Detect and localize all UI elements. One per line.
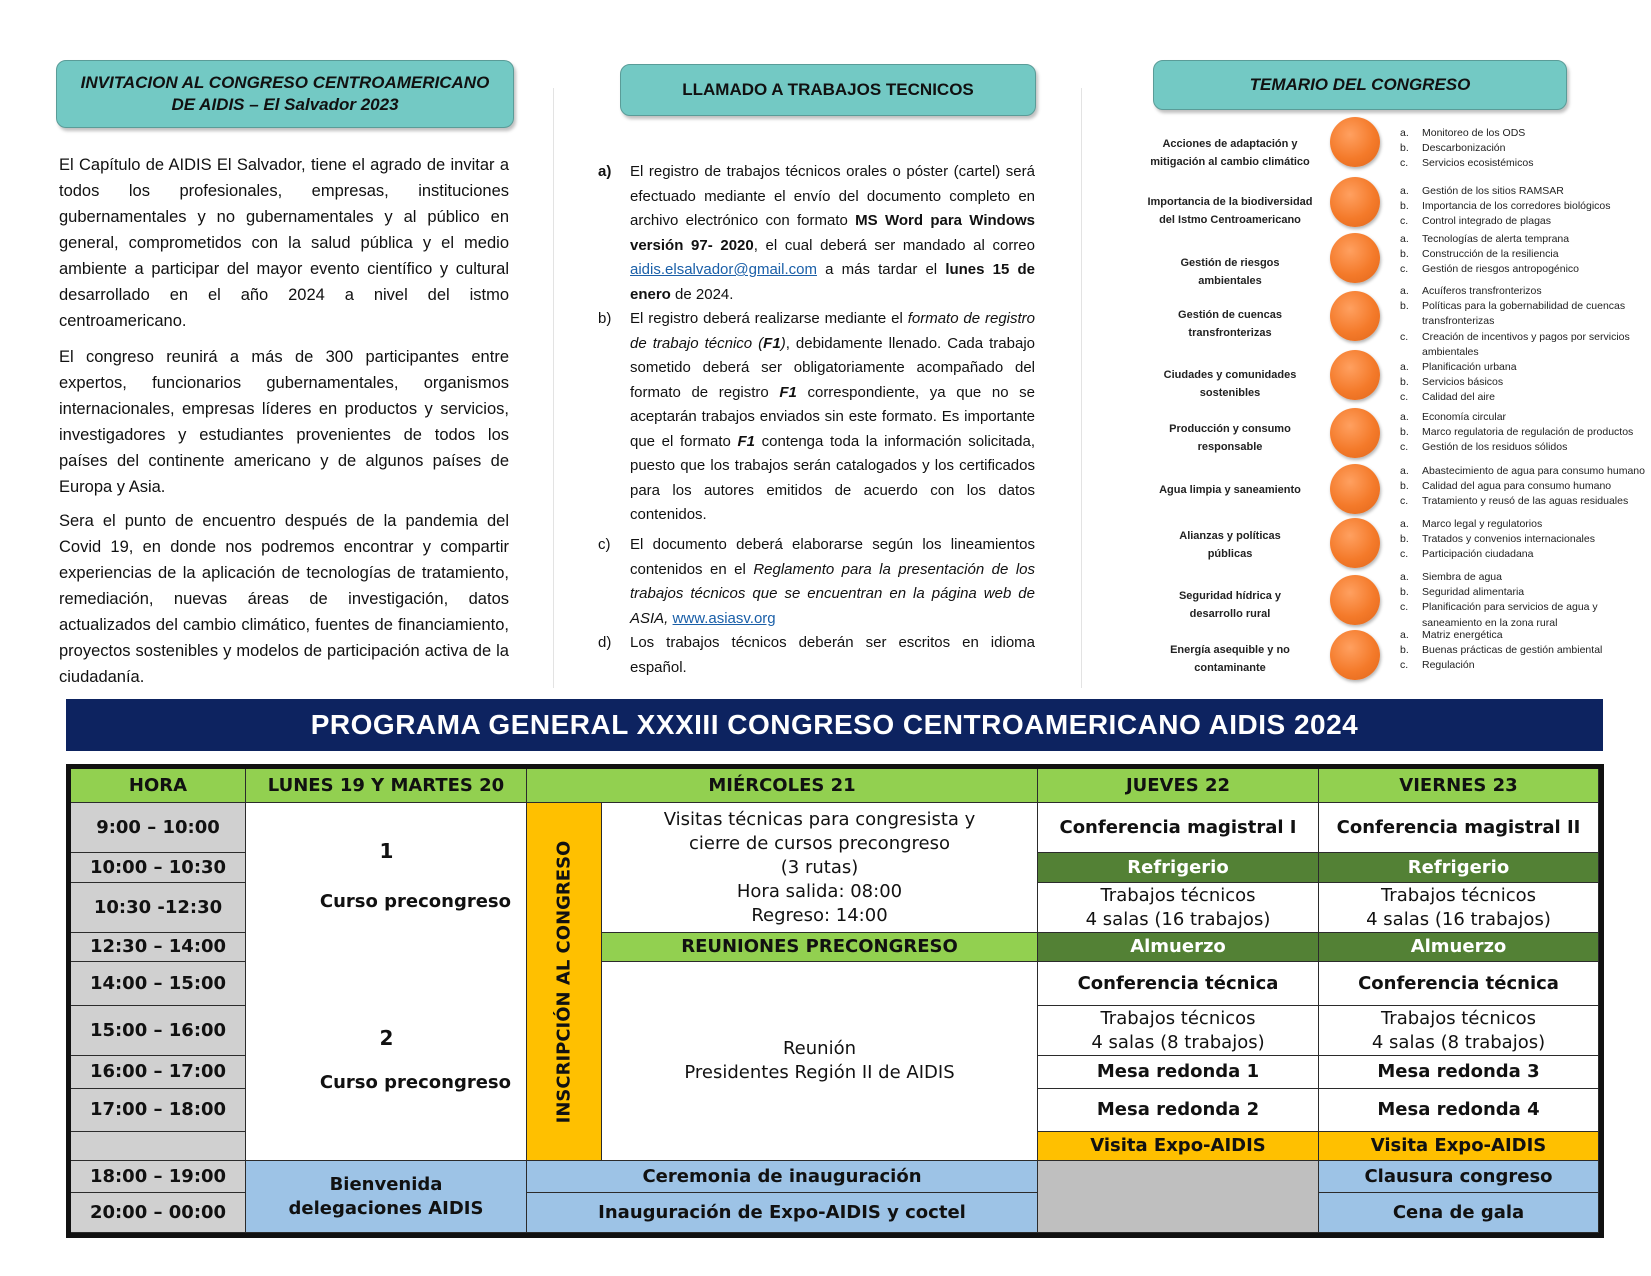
call-item-b-text: , debidamente llenado. Cada trabajo sometido deberá ser obligatoriamente acompañado del formato de registro bbox=[630, 334, 1035, 401]
friday-works-am-line: Trabajos técnicos bbox=[1380, 884, 1537, 906]
topic-subitem-text: Políticas para la gobernabilidad de cuencas transfronterizas bbox=[1422, 300, 1626, 328]
call-item-c-label: c) bbox=[598, 536, 611, 553]
call-website-link[interactable]: www.asiasv.org bbox=[672, 609, 776, 627]
header-monday: LUNES 19 Y MARTES 20 bbox=[246, 769, 527, 803]
topic-subitem bbox=[1400, 643, 1650, 658]
topic-label-line: sostenibles bbox=[1199, 387, 1261, 399]
topic-subitems bbox=[1400, 126, 1650, 172]
wednesday-visits bbox=[602, 803, 1038, 933]
header-thursday: JUEVES 22 bbox=[1038, 769, 1319, 803]
topic-subitem bbox=[1400, 547, 1650, 562]
registration-label: INSCRIPCIÓN AL CONGRESO bbox=[553, 840, 575, 1123]
topic-subitem-text: Servicios básicos bbox=[1422, 376, 1504, 389]
topic-subitem-letter: a. bbox=[1400, 411, 1409, 423]
registration-column bbox=[527, 803, 602, 1161]
hour-cell: 20:00 – 00:00 bbox=[71, 1193, 246, 1233]
topic-label-line: Alianzas y políticas bbox=[1179, 530, 1281, 542]
invitation-title-line1: INVITACION AL CONGRESO CENTROAMERICANO bbox=[80, 73, 490, 92]
topic-subitem-letter: c. bbox=[1400, 601, 1409, 614]
topic-label-line: ambientales bbox=[1198, 275, 1262, 287]
topic-subitem-text: Seguridad alimentaria bbox=[1422, 586, 1525, 599]
topic-subitem bbox=[1400, 284, 1650, 299]
topic-subitems bbox=[1400, 184, 1650, 230]
orange-circle-icon bbox=[1330, 291, 1380, 341]
call-item-b-f1: F1 bbox=[779, 383, 797, 401]
topic-label-line: del Istmo Centroamericano bbox=[1159, 214, 1301, 226]
orange-circle-icon bbox=[1330, 117, 1380, 167]
wednesday-reunion-line: Reunión bbox=[782, 1038, 856, 1059]
wednesday-visits-line: Regreso: 14:00 bbox=[751, 904, 888, 926]
topic-subitem bbox=[1400, 262, 1650, 277]
call-email-link[interactable]: aidis.elsalvador@gmail.com bbox=[630, 261, 817, 278]
call-item-a-label: a) bbox=[598, 163, 612, 180]
topic-subitem-letter: b. bbox=[1400, 200, 1409, 213]
topic-subitem bbox=[1400, 585, 1650, 600]
friday-expo-visit: Visita Expo-AIDIS bbox=[1319, 1132, 1599, 1161]
topic-subitems bbox=[1400, 628, 1650, 674]
call-item-b-text: El registro deberá realizarse mediante el bbox=[630, 310, 908, 327]
thursday-works-am-line: 4 salas (16 trabajos) bbox=[1085, 908, 1271, 930]
friday-works-pm-line: 4 salas (8 trabajos) bbox=[1371, 1031, 1546, 1053]
thursday-works-pm bbox=[1038, 1006, 1319, 1056]
monday-course-2-number: 2 bbox=[379, 1026, 394, 1050]
thursday-round-table-1: Mesa redonda 1 bbox=[1038, 1056, 1319, 1089]
topic-subitem-letter: c. bbox=[1400, 548, 1409, 561]
topic-subitem-text: Calidad del agua para consumo humano bbox=[1422, 480, 1612, 493]
topic-subitem bbox=[1400, 532, 1650, 547]
topic-subitem bbox=[1400, 390, 1650, 405]
thursday-works-am-line: Trabajos técnicos bbox=[1100, 884, 1256, 906]
topic-subitem bbox=[1400, 232, 1650, 247]
topic-subitem-letter: b. bbox=[1400, 586, 1409, 599]
friday-lunch: Almuerzo bbox=[1319, 933, 1599, 962]
topic-subitem bbox=[1400, 126, 1650, 141]
thursday-works-pm-line: 4 salas (8 trabajos) bbox=[1091, 1031, 1265, 1053]
topic-subitem-letter: b. bbox=[1400, 248, 1409, 261]
topic-subitem-text: Creación de incentivos y pagos por servicios ambientales bbox=[1422, 330, 1630, 358]
thursday-works-am bbox=[1038, 883, 1319, 933]
topic-subitem-text: Marco legal y regulatorios bbox=[1422, 518, 1543, 530]
wednesday-visits-line: Hora salida: 08:00 bbox=[736, 880, 903, 902]
call-title: LLAMADO A TRABAJOS TECNICOS bbox=[682, 80, 974, 99]
topic-subitem-text: Buenas prácticas de gestión ambiental bbox=[1422, 644, 1603, 657]
topic-subitem bbox=[1400, 440, 1650, 455]
topic-label-line: Energía asequible y no bbox=[1170, 644, 1290, 656]
topic-subitem-text: Participación ciudadana bbox=[1422, 548, 1534, 561]
orange-circle-icon bbox=[1330, 518, 1380, 568]
topic-subitem-letter: b. bbox=[1400, 426, 1409, 439]
topic-subitem bbox=[1400, 141, 1650, 156]
wednesday-reunion bbox=[602, 962, 1038, 1161]
orange-circle-icon bbox=[1330, 233, 1380, 283]
temario-title: TEMARIO DEL CONGRESO bbox=[1249, 75, 1471, 94]
header-hora: HORA bbox=[71, 769, 246, 803]
topic-subitem-letter: b. bbox=[1400, 142, 1409, 155]
invitation-paragraph-1: El Capítulo de AIDIS El Salvador, tiene el agrado de invitar a todos los profesionales, empresas, instituciones gubernamentales y no gubernamentales y al público en general, comprometidos con la salud pública y el medio ambiente a participar del mayor evento científico y cultural desarrollado en el año 2024 a nivel del istmo centroamericano. bbox=[59, 156, 509, 330]
topic-label-line: Gestión de riesgos bbox=[1180, 257, 1280, 269]
topic-label-line: responsable bbox=[1197, 441, 1263, 453]
call-item-c-text: El documento deberá elaborarse según los lineamientos contenidos en el bbox=[630, 536, 1035, 578]
topic-subitem bbox=[1400, 425, 1650, 440]
topic-label bbox=[1120, 254, 1340, 290]
call-title-box bbox=[620, 64, 1036, 116]
topic-subitems bbox=[1400, 517, 1650, 563]
topic-subitem-text: Economía circular bbox=[1422, 411, 1507, 423]
topic-subitem-text: Gestión de riesgos antropogénico bbox=[1422, 263, 1580, 276]
hour-cell: 17:00 – 18:00 bbox=[71, 1089, 246, 1132]
temario-title-box bbox=[1153, 60, 1567, 110]
topic-label bbox=[1120, 481, 1340, 499]
topic-subitem-letter: c. bbox=[1400, 215, 1409, 228]
topic-label-line: contaminante bbox=[1194, 662, 1266, 674]
friday-closing: Clausura congreso bbox=[1319, 1161, 1599, 1193]
topic-subitem-text: Tratados y convenios internacionales bbox=[1422, 533, 1595, 546]
topic-subitem-letter: a. bbox=[1400, 465, 1409, 477]
hour-cell: 9:00 – 10:00 bbox=[71, 803, 246, 853]
topic-label-line: Acciones de adaptación y bbox=[1162, 138, 1298, 150]
topic-subitem-text: Construcción de la resiliencia bbox=[1422, 248, 1559, 261]
topic-label bbox=[1120, 527, 1340, 563]
call-item-a-deadline: lunes 15 de enero bbox=[630, 261, 1035, 303]
topic-subitem bbox=[1400, 658, 1650, 673]
call-item-d-label: d) bbox=[598, 634, 612, 651]
topic-subitem-letter: b. bbox=[1400, 376, 1409, 389]
topic-label bbox=[1120, 587, 1340, 623]
topic-subitem-letter: c. bbox=[1400, 330, 1409, 343]
topic-subitem-letter: a. bbox=[1400, 571, 1409, 583]
friday-keynote: Conferencia magistral II bbox=[1319, 803, 1599, 853]
orange-circle-icon bbox=[1330, 177, 1380, 227]
invitation-paragraph-3: Sera el punto de encuentro después de la pandemia del Covid 19, en donde nos podremos encontrar y compartir experiencias de la aplicación de tecnologías de tratamiento, remediación, nuevas áreas de investigación, datos actualizados del cambio climático, fuentes de financiamiento, proyectos sostenibles y modelos de participación activa de la ciudadanía. bbox=[59, 512, 509, 686]
topic-label-line: Seguridad hídrica y bbox=[1178, 590, 1282, 602]
topic-subitem-letter: c. bbox=[1400, 263, 1409, 276]
topic-label bbox=[1120, 306, 1340, 342]
topic-subitems bbox=[1400, 284, 1650, 360]
topic-subitem bbox=[1400, 375, 1650, 390]
topic-subitem bbox=[1400, 600, 1650, 630]
topic-label-line: Producción y consumo bbox=[1169, 423, 1291, 435]
wednesday-meetings: REUNIONES PRECONGRESO bbox=[602, 933, 1038, 962]
orange-circle-icon bbox=[1330, 575, 1380, 625]
topic-label bbox=[1120, 641, 1340, 677]
topic-subitems bbox=[1400, 410, 1650, 456]
topic-subitems bbox=[1400, 232, 1650, 278]
thursday-keynote: Conferencia magistral I bbox=[1038, 803, 1319, 853]
program-table-inner bbox=[71, 769, 1599, 1233]
friday-break: Refrigerio bbox=[1319, 853, 1599, 883]
topic-label-line: transfronterizas bbox=[1188, 327, 1272, 339]
topic-subitem-letter: a. bbox=[1400, 285, 1409, 297]
topic-subitem bbox=[1400, 410, 1650, 425]
topic-label-line: mitigación al cambio climático bbox=[1150, 156, 1310, 168]
topic-subitem-letter: c. bbox=[1400, 659, 1409, 672]
topic-subitem-text: Tratamiento y reusó de las aguas residuales bbox=[1422, 495, 1629, 508]
orange-circle-icon bbox=[1330, 464, 1380, 514]
thursday-evening-empty bbox=[1038, 1161, 1319, 1233]
wednesday-visits-line: (3 rutas) bbox=[780, 856, 859, 878]
call-item-b bbox=[630, 307, 1035, 528]
topic-subitem-letter: b. bbox=[1400, 300, 1409, 313]
orange-circle-icon bbox=[1330, 350, 1380, 400]
topic-subitem-letter: c. bbox=[1400, 157, 1409, 170]
topic-subitem-text: Control integrado de plagas bbox=[1422, 215, 1552, 228]
hour-cell: 14:00 – 15:00 bbox=[71, 962, 246, 1006]
topic-subitem-letter: a. bbox=[1400, 518, 1409, 530]
thursday-round-table-2: Mesa redonda 2 bbox=[1038, 1089, 1319, 1132]
header-wednesday: MIÉRCOLES 21 bbox=[527, 769, 1038, 803]
topic-subitem bbox=[1400, 156, 1650, 171]
topic-label-line: Agua limpia y saneamiento bbox=[1159, 484, 1301, 496]
call-item-a-format: MS Word para Windows versión 97- 2020 bbox=[630, 212, 1035, 254]
call-item-a bbox=[630, 160, 1035, 307]
monday-welcome: Bienvenida delegaciones AIDIS bbox=[246, 1161, 527, 1233]
topic-subitems bbox=[1400, 570, 1650, 631]
topic-subitem bbox=[1400, 360, 1650, 375]
topic-subitem-text: Gestión de los residuos sólidos bbox=[1422, 441, 1568, 454]
topic-subitem bbox=[1400, 330, 1650, 360]
topic-subitem-text: Planificación urbana bbox=[1422, 361, 1517, 373]
topic-subitem-text: Siembra de agua bbox=[1422, 571, 1502, 583]
call-item-a-text: a más tardar el bbox=[816, 261, 946, 278]
topic-subitem bbox=[1400, 464, 1650, 479]
thursday-works-pm-line: Trabajos técnicos bbox=[1100, 1007, 1256, 1029]
topic-label-line: Gestión de cuencas bbox=[1178, 309, 1282, 321]
topic-label-line: Importancia de la biodiversidad bbox=[1147, 196, 1313, 208]
topic-subitem bbox=[1400, 570, 1650, 585]
topic-subitem bbox=[1400, 184, 1650, 199]
monday-course-2-label: Curso precongreso bbox=[319, 1072, 511, 1093]
orange-circle-icon bbox=[1330, 630, 1380, 680]
hour-cell: 10:30 -12:30 bbox=[71, 883, 246, 933]
friday-round-table-4: Mesa redonda 4 bbox=[1319, 1089, 1599, 1132]
topic-subitem-text: Acuíferos transfronterizos bbox=[1422, 285, 1542, 297]
column-divider bbox=[553, 88, 554, 688]
hour-cell: 15:00 – 16:00 bbox=[71, 1006, 246, 1056]
hour-cell: 10:00 – 10:30 bbox=[71, 853, 246, 883]
topic-subitems bbox=[1400, 360, 1650, 406]
invitation-title-box bbox=[56, 60, 514, 128]
topic-subitem-letter: a. bbox=[1400, 233, 1409, 245]
column-divider bbox=[1081, 88, 1082, 688]
wednesday-expo: Inauguración de Expo-AIDIS y coctel bbox=[527, 1193, 1038, 1233]
topic-subitem bbox=[1400, 199, 1650, 214]
orange-circle-icon bbox=[1330, 408, 1380, 458]
topic-subitem bbox=[1400, 517, 1650, 532]
friday-works-pm bbox=[1319, 1006, 1599, 1056]
topic-subitem-text: Tecnologías de alerta temprana bbox=[1422, 233, 1570, 245]
topic-subitem-text: Monitoreo de los ODS bbox=[1422, 127, 1526, 139]
hour-cell: 18:00 – 19:00 bbox=[71, 1161, 246, 1193]
call-item-b-format: formato de registro de trabajo técnico ( bbox=[630, 310, 1035, 352]
topic-subitem bbox=[1400, 479, 1650, 494]
call-item-c-regulation: Reglamento para la presentación de los trabajos técnicos que se encuentran en la página web de ASIA, bbox=[630, 560, 1035, 627]
topic-label-line: desarrollo rural bbox=[1189, 608, 1271, 620]
topic-subitem-letter: b. bbox=[1400, 480, 1409, 493]
topic-subitem-text: Calidad del aire bbox=[1422, 391, 1495, 404]
call-item-b-f1: F1 bbox=[763, 334, 781, 352]
topic-subitem-letter: c. bbox=[1400, 391, 1409, 404]
call-item-b-label: b) bbox=[598, 310, 612, 327]
topic-subitem-letter: a. bbox=[1400, 185, 1409, 197]
topic-label-line: públicas bbox=[1207, 548, 1253, 560]
topic-subitem bbox=[1400, 214, 1650, 229]
friday-works-pm-line: Trabajos técnicos bbox=[1380, 1007, 1537, 1029]
friday-works-am bbox=[1319, 883, 1599, 933]
call-item-b-f1: F1 bbox=[737, 432, 755, 450]
thursday-expo-visit: Visita Expo-AIDIS bbox=[1038, 1132, 1319, 1161]
wednesday-visits-line: cierre de cursos precongreso bbox=[689, 832, 950, 854]
hour-cell bbox=[71, 1132, 246, 1161]
topic-subitem-text: Gestión de los sitios RAMSAR bbox=[1422, 185, 1564, 197]
call-item-d: Los trabajos técnicos deberán ser escritos en idioma español. bbox=[630, 634, 1035, 676]
call-item-b-text: correspondiente, ya que no se aceptarán trabajos enviados sin este formato. Es importante que el formato bbox=[630, 383, 1035, 450]
program-banner: PROGRAMA GENERAL XXXIII CONGRESO CENTROAMERICANO AIDIS 2024 bbox=[66, 699, 1603, 751]
monday-course-1-label: Curso precongreso bbox=[319, 891, 511, 912]
hour-cell: 16:00 – 17:00 bbox=[71, 1056, 246, 1089]
friday-works-am-line: 4 salas (16 trabajos) bbox=[1366, 908, 1551, 930]
topic-subitem-letter: a. bbox=[1400, 127, 1409, 139]
topic-label bbox=[1120, 193, 1340, 229]
thursday-tech-conf: Conferencia técnica bbox=[1038, 962, 1319, 1006]
topic-label bbox=[1120, 135, 1340, 171]
thursday-break: Refrigerio bbox=[1038, 853, 1319, 883]
topic-subitem-text: Planificación para servicios de agua y saneamiento en la zona rural bbox=[1422, 601, 1598, 629]
topic-subitem bbox=[1400, 494, 1650, 509]
topic-subitems bbox=[1400, 464, 1650, 510]
topic-subitem bbox=[1400, 299, 1650, 329]
topic-subitem-text: Servicios ecosistémicos bbox=[1422, 157, 1534, 170]
topic-subitem-text: Regulación bbox=[1422, 659, 1475, 672]
topic-label-line: Ciudades y comunidades bbox=[1163, 369, 1297, 381]
call-item-a-text: , el cual deberá ser mandado al correo bbox=[753, 236, 1035, 254]
topic-subitem-letter: b. bbox=[1400, 644, 1409, 657]
header-friday: VIERNES 23 bbox=[1319, 769, 1599, 803]
call-item-b-format: ) bbox=[780, 334, 786, 352]
topic-subitem-text: Importancia de los corredores biológicos bbox=[1422, 200, 1611, 213]
friday-gala: Cena de gala bbox=[1319, 1193, 1599, 1233]
wednesday-ceremony: Ceremonia de inauguración bbox=[527, 1161, 1038, 1193]
call-item-c bbox=[630, 533, 1035, 631]
topic-subitem bbox=[1400, 628, 1650, 643]
hour-cell: 12:30 – 14:00 bbox=[71, 933, 246, 962]
topic-subitem-text: Marco regulatoria de regulación de productos bbox=[1422, 426, 1634, 439]
topic-subitem-letter: c. bbox=[1400, 495, 1409, 508]
wednesday-visits-line: Visitas técnicas para congresista y bbox=[663, 808, 976, 830]
topic-subitem-letter: c. bbox=[1400, 441, 1409, 454]
wednesday-reunion-line: Presidentes Región II de AIDIS bbox=[684, 1062, 955, 1083]
invitation-paragraph-2: El congreso reunirá a más de 300 participantes entre expertos, funcionarios gubernamentales, organismos internacionales, empresas líderes en productos y servicios, investigadores y estudiantes provenientes de todos los países del continente americano y de algunos países de Europa y Asia. bbox=[59, 348, 509, 496]
friday-round-table-3: Mesa redonda 3 bbox=[1319, 1056, 1599, 1089]
topic-subitem-letter: b. bbox=[1400, 533, 1409, 546]
thursday-lunch: Almuerzo bbox=[1038, 933, 1319, 962]
topic-subitem-letter: a. bbox=[1400, 361, 1409, 373]
topic-subitem-letter: a. bbox=[1400, 629, 1409, 641]
monday-course-1-number: 1 bbox=[379, 839, 394, 863]
call-item-a-text: de 2024. bbox=[670, 285, 734, 303]
topic-label bbox=[1120, 366, 1340, 402]
topic-subitem-text: Matriz energética bbox=[1422, 629, 1503, 641]
call-item-a-text: El registro de trabajos técnicos orales o póster (cartel) será efectuado mediante el envío del documento completo en archivo electrónico con formato bbox=[630, 163, 1035, 229]
invitation-title-line2: DE AIDIS – El Salvador 2023 bbox=[171, 95, 399, 114]
call-item-b-text: contenga toda la información solicitada, puesto que los trabajos serán catalogados y los certificados para los autores emitidos de acuerdo con los datos contenidos. bbox=[630, 432, 1035, 523]
topic-subitem-text: Descarbonización bbox=[1422, 142, 1506, 155]
friday-tech-conf: Conferencia técnica bbox=[1319, 962, 1599, 1006]
topic-subitem bbox=[1400, 247, 1650, 262]
topic-label bbox=[1120, 420, 1340, 456]
program-table bbox=[66, 764, 1604, 1238]
topic-subitem-text: Abastecimiento de agua para consumo humano bbox=[1422, 465, 1645, 477]
